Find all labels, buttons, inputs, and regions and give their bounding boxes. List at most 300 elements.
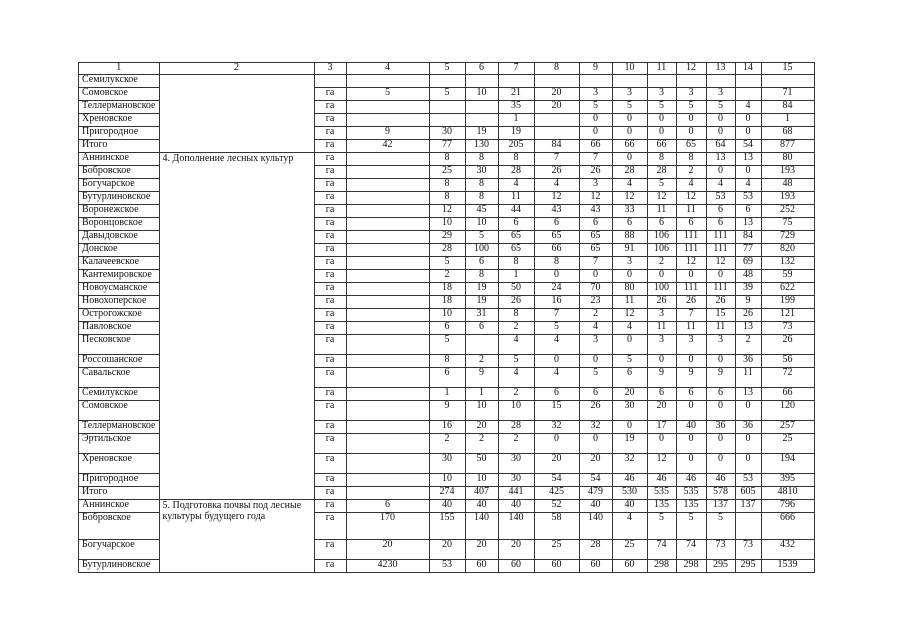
value-cell: 8	[534, 257, 579, 270]
value-cell: 30	[498, 474, 534, 487]
value-cell: 13	[735, 218, 761, 231]
value-cell: 53	[735, 192, 761, 205]
value-cell: 622	[761, 283, 814, 296]
value-cell: 28	[498, 421, 534, 434]
value-cell: 7	[579, 257, 612, 270]
value-cell: 18	[429, 296, 465, 309]
value-cell: 23	[579, 296, 612, 309]
value-cell	[346, 153, 429, 166]
value-cell: 58	[534, 513, 579, 540]
value-cell: 2	[429, 270, 465, 283]
value-cell: 9	[735, 296, 761, 309]
unit-cell: га	[314, 513, 346, 540]
value-cell: 71	[761, 88, 814, 101]
value-cell: 666	[761, 513, 814, 540]
value-cell	[465, 75, 498, 88]
unit-cell: га	[314, 487, 346, 500]
value-cell: 4	[676, 179, 706, 192]
value-cell	[346, 101, 429, 114]
value-cell: 6	[429, 368, 465, 388]
value-cell: 2	[465, 355, 498, 368]
value-cell: 5	[429, 88, 465, 101]
value-cell	[346, 179, 429, 192]
value-cell: 15	[706, 309, 735, 322]
value-cell: 6	[612, 218, 647, 231]
value-cell	[706, 75, 735, 88]
value-cell: 7	[579, 153, 612, 166]
value-cell: 19	[465, 296, 498, 309]
value-cell: 135	[647, 500, 676, 513]
value-cell: 11	[647, 322, 676, 335]
value-cell: 10	[465, 401, 498, 421]
value-cell: 65	[498, 244, 534, 257]
value-cell: 60	[579, 560, 612, 573]
value-cell: 2	[429, 434, 465, 454]
unit-cell: га	[314, 140, 346, 153]
value-cell: 8	[465, 153, 498, 166]
value-cell: 0	[579, 127, 612, 140]
value-cell: 0	[612, 270, 647, 283]
column-number-header: 5	[429, 63, 465, 75]
value-cell: 0	[676, 401, 706, 421]
value-cell: 13	[706, 153, 735, 166]
unit-cell: га	[314, 296, 346, 309]
value-cell: 11	[612, 296, 647, 309]
value-cell: 60	[612, 560, 647, 573]
forestry-name-cell: Бутурлиновское	[79, 192, 160, 205]
value-cell: 15	[534, 401, 579, 421]
value-cell	[534, 127, 579, 140]
value-cell: 12	[534, 192, 579, 205]
value-cell: 30	[498, 454, 534, 474]
value-cell: 170	[346, 513, 429, 540]
value-cell: 0	[735, 401, 761, 421]
value-cell: 25	[429, 166, 465, 179]
value-cell: 6	[735, 205, 761, 218]
forestry-name-cell: Сомовское	[79, 88, 160, 101]
unit-cell: га	[314, 114, 346, 127]
value-cell	[346, 434, 429, 454]
value-cell: 30	[429, 454, 465, 474]
value-cell: 80	[612, 283, 647, 296]
value-cell: 40	[465, 500, 498, 513]
value-cell: 40	[498, 500, 534, 513]
value-cell: 0	[706, 166, 735, 179]
value-cell: 4	[579, 322, 612, 335]
value-cell: 0	[706, 454, 735, 474]
column-number-header: 15	[761, 63, 814, 75]
value-cell	[465, 114, 498, 127]
value-cell: 6	[647, 388, 676, 401]
value-cell: 66	[647, 140, 676, 153]
value-cell: 19	[465, 283, 498, 296]
value-cell: 25	[761, 434, 814, 454]
value-cell	[346, 166, 429, 179]
value-cell: 441	[498, 487, 534, 500]
value-cell: 8	[498, 153, 534, 166]
unit-cell: га	[314, 192, 346, 205]
value-cell: 16	[534, 296, 579, 309]
value-cell	[346, 421, 429, 434]
forestry-name-cell: Калачеевское	[79, 257, 160, 270]
forestry-name-cell: Семилукское	[79, 388, 160, 401]
value-cell: 8	[465, 179, 498, 192]
forestry-name-cell: Донское	[79, 244, 160, 257]
value-cell	[346, 487, 429, 500]
value-cell: 75	[761, 218, 814, 231]
value-cell: 0	[534, 355, 579, 368]
value-cell: 68	[761, 127, 814, 140]
unit-cell: га	[314, 88, 346, 101]
value-cell: 9	[465, 368, 498, 388]
unit-cell: га	[314, 368, 346, 388]
column-number-header: 10	[612, 63, 647, 75]
value-cell: 155	[429, 513, 465, 540]
value-cell: 425	[534, 487, 579, 500]
value-cell: 8	[429, 179, 465, 192]
value-cell: 0	[579, 114, 612, 127]
value-cell: 48	[735, 270, 761, 283]
value-cell: 3	[612, 257, 647, 270]
column-number-header: 8	[534, 63, 579, 75]
forestry-name-cell: Итого	[79, 140, 160, 153]
value-cell: 8	[429, 153, 465, 166]
value-cell: 6	[579, 218, 612, 231]
value-cell: 2	[465, 434, 498, 454]
value-cell: 46	[706, 474, 735, 487]
value-cell: 121	[761, 309, 814, 322]
value-cell: 140	[498, 513, 534, 540]
value-cell: 26	[676, 296, 706, 309]
value-cell: 877	[761, 140, 814, 153]
value-cell: 25	[612, 540, 647, 560]
value-cell	[735, 75, 761, 88]
value-cell: 6	[612, 368, 647, 388]
value-cell: 13	[735, 322, 761, 335]
forestry-name-cell: Бутурлиновское	[79, 560, 160, 573]
value-cell: 16	[429, 421, 465, 434]
value-cell: 820	[761, 244, 814, 257]
value-cell: 4	[706, 179, 735, 192]
value-cell: 11	[647, 205, 676, 218]
unit-cell: га	[314, 179, 346, 192]
forestry-name-cell: Сомовское	[79, 401, 160, 421]
column-number-header: 6	[465, 63, 498, 75]
value-cell: 0	[534, 434, 579, 454]
value-cell: 32	[534, 421, 579, 434]
value-cell: 5	[579, 368, 612, 388]
value-cell: 4810	[761, 487, 814, 500]
value-cell: 0	[579, 434, 612, 454]
value-cell: 66	[612, 140, 647, 153]
value-cell: 54	[579, 474, 612, 487]
value-cell: 28	[429, 244, 465, 257]
value-cell: 5	[429, 335, 465, 355]
value-cell	[346, 218, 429, 231]
value-cell: 0	[706, 127, 735, 140]
unit-cell: га	[314, 257, 346, 270]
value-cell: 0	[612, 421, 647, 434]
value-cell: 0	[706, 355, 735, 368]
value-cell: 8	[647, 153, 676, 166]
value-cell: 26	[534, 166, 579, 179]
value-cell: 3	[647, 88, 676, 101]
value-cell: 46	[676, 474, 706, 487]
value-cell	[429, 101, 465, 114]
value-cell: 30	[429, 127, 465, 140]
value-cell: 12	[647, 454, 676, 474]
value-cell: 44	[498, 205, 534, 218]
value-cell	[429, 75, 465, 88]
value-cell: 65	[676, 140, 706, 153]
unit-cell: га	[314, 540, 346, 560]
value-cell	[346, 401, 429, 421]
value-cell: 11	[676, 322, 706, 335]
value-cell: 9	[676, 368, 706, 388]
value-cell: 9	[706, 368, 735, 388]
activity-label-cell	[159, 75, 314, 153]
value-cell: 77	[429, 140, 465, 153]
value-cell: 111	[706, 231, 735, 244]
value-cell: 0	[735, 127, 761, 140]
value-cell: 535	[647, 487, 676, 500]
value-cell: 0	[612, 127, 647, 140]
value-cell: 3	[706, 335, 735, 355]
value-cell: 28	[647, 166, 676, 179]
value-cell: 6	[534, 388, 579, 401]
value-cell: 11	[706, 322, 735, 335]
unit-cell: га	[314, 244, 346, 257]
value-cell: 53	[429, 560, 465, 573]
value-cell: 54	[735, 140, 761, 153]
value-cell: 20	[465, 421, 498, 434]
value-cell: 60	[534, 560, 579, 573]
value-cell: 20	[534, 101, 579, 114]
value-cell: 80	[761, 153, 814, 166]
forestry-name-cell: Эртильское	[79, 434, 160, 454]
value-cell: 10	[429, 474, 465, 487]
value-cell: 36	[735, 421, 761, 434]
value-cell: 40	[579, 500, 612, 513]
value-cell: 6	[647, 218, 676, 231]
value-cell: 6	[676, 388, 706, 401]
value-cell: 10	[429, 218, 465, 231]
value-cell	[346, 388, 429, 401]
forestry-name-cell: Острогожское	[79, 309, 160, 322]
value-cell: 3	[706, 88, 735, 101]
value-cell: 12	[647, 192, 676, 205]
value-cell: 8	[676, 153, 706, 166]
unit-cell	[314, 75, 346, 88]
value-cell: 66	[579, 140, 612, 153]
value-cell: 0	[676, 434, 706, 454]
value-cell	[346, 231, 429, 244]
table-row	[79, 75, 815, 88]
value-cell: 20	[612, 388, 647, 401]
value-cell: 42	[346, 140, 429, 153]
forestry-name-cell: Семилукское	[79, 75, 160, 88]
value-cell: 26	[579, 401, 612, 421]
value-cell: 8	[429, 355, 465, 368]
value-cell	[498, 75, 534, 88]
value-cell: 12	[612, 309, 647, 322]
value-cell: 137	[706, 500, 735, 513]
value-cell: 2	[498, 434, 534, 454]
forestry-name-cell: Кантемировское	[79, 270, 160, 283]
value-cell: 1	[498, 270, 534, 283]
unit-cell: га	[314, 474, 346, 487]
value-cell: 40	[676, 421, 706, 434]
value-cell: 39	[735, 283, 761, 296]
value-cell: 205	[498, 140, 534, 153]
value-cell: 18	[429, 283, 465, 296]
value-cell: 11	[676, 205, 706, 218]
value-cell: 6	[706, 205, 735, 218]
value-cell: 12	[579, 192, 612, 205]
value-cell: 73	[706, 540, 735, 560]
value-cell: 0	[706, 270, 735, 283]
value-cell: 0	[706, 401, 735, 421]
value-cell: 52	[534, 500, 579, 513]
value-cell: 4230	[346, 560, 429, 573]
value-cell	[346, 454, 429, 474]
unit-cell: га	[314, 421, 346, 434]
value-cell: 8	[465, 192, 498, 205]
value-cell: 0	[534, 270, 579, 283]
forestry-name-cell: Россошанское	[79, 355, 160, 368]
value-cell: 8	[498, 257, 534, 270]
value-cell: 252	[761, 205, 814, 218]
value-cell: 46	[612, 474, 647, 487]
value-cell	[346, 192, 429, 205]
value-cell: 65	[579, 231, 612, 244]
value-cell: 4	[612, 322, 647, 335]
value-cell: 29	[429, 231, 465, 244]
value-cell: 65	[579, 244, 612, 257]
value-cell: 6	[706, 388, 735, 401]
table-row	[79, 500, 815, 513]
column-number-header: 11	[647, 63, 676, 75]
value-cell: 32	[579, 421, 612, 434]
value-cell: 6	[706, 218, 735, 231]
value-cell: 193	[761, 192, 814, 205]
value-cell: 36	[735, 355, 761, 368]
value-cell: 40	[612, 500, 647, 513]
forestry-name-cell: Хреновское	[79, 454, 160, 474]
value-cell	[676, 75, 706, 88]
value-cell: 43	[534, 205, 579, 218]
value-cell: 6	[676, 218, 706, 231]
value-cell: 45	[465, 205, 498, 218]
value-cell: 66	[534, 244, 579, 257]
value-cell: 26	[706, 296, 735, 309]
value-cell: 73	[761, 322, 814, 335]
value-cell: 729	[761, 231, 814, 244]
value-cell: 1	[761, 114, 814, 127]
value-cell: 2	[647, 257, 676, 270]
value-cell: 26	[498, 296, 534, 309]
unit-cell: га	[314, 231, 346, 244]
value-cell: 10	[429, 309, 465, 322]
value-cell: 407	[465, 487, 498, 500]
forestry-name-cell: Павловское	[79, 322, 160, 335]
value-cell: 3	[579, 179, 612, 192]
value-cell: 9	[346, 127, 429, 140]
value-cell: 12	[676, 192, 706, 205]
value-cell: 193	[761, 166, 814, 179]
value-cell: 40	[429, 500, 465, 513]
value-cell: 111	[706, 244, 735, 257]
unit-cell: га	[314, 355, 346, 368]
value-cell: 8	[465, 270, 498, 283]
value-cell: 13	[735, 388, 761, 401]
column-number-header: 3	[314, 63, 346, 75]
value-cell	[647, 75, 676, 88]
value-cell: 30	[612, 401, 647, 421]
value-cell: 60	[498, 560, 534, 573]
unit-cell: га	[314, 309, 346, 322]
column-number-header: 7	[498, 63, 534, 75]
value-cell: 5	[706, 513, 735, 540]
value-cell: 0	[735, 166, 761, 179]
table-row	[79, 153, 815, 166]
value-cell: 194	[761, 454, 814, 474]
value-cell	[346, 257, 429, 270]
value-cell: 7	[534, 309, 579, 322]
value-cell: 36	[706, 421, 735, 434]
value-cell: 35	[498, 101, 534, 114]
value-cell: 3	[579, 335, 612, 355]
value-cell: 33	[612, 205, 647, 218]
column-number-header: 14	[735, 63, 761, 75]
activity-label-cell: 4. Дополнение лесных культур	[159, 153, 314, 500]
value-cell: 3	[676, 88, 706, 101]
column-number-header: 2	[159, 63, 314, 75]
value-cell: 5	[465, 231, 498, 244]
value-cell: 0	[676, 114, 706, 127]
value-cell: 19	[498, 127, 534, 140]
value-cell: 530	[612, 487, 647, 500]
value-cell: 54	[534, 474, 579, 487]
value-cell: 13	[735, 153, 761, 166]
value-cell: 46	[647, 474, 676, 487]
value-cell	[761, 75, 814, 88]
value-cell: 28	[612, 166, 647, 179]
value-cell: 0	[579, 270, 612, 283]
unit-cell: га	[314, 205, 346, 218]
value-cell	[612, 75, 647, 88]
value-cell: 0	[579, 355, 612, 368]
value-cell: 6	[346, 500, 429, 513]
value-cell	[735, 513, 761, 540]
value-cell: 578	[706, 487, 735, 500]
value-cell	[346, 114, 429, 127]
forestry-name-cell: Бобровское	[79, 513, 160, 540]
column-number-header: 1	[79, 63, 160, 75]
value-cell: 10	[465, 218, 498, 231]
value-cell: 43	[579, 205, 612, 218]
unit-cell: га	[314, 153, 346, 166]
value-cell: 20	[534, 454, 579, 474]
value-cell: 796	[761, 500, 814, 513]
column-number-header: 9	[579, 63, 612, 75]
value-cell	[465, 335, 498, 355]
value-cell: 20	[534, 88, 579, 101]
forestry-name-cell: Бобровское	[79, 166, 160, 179]
value-cell: 84	[761, 101, 814, 114]
value-cell: 0	[676, 127, 706, 140]
value-cell: 0	[706, 114, 735, 127]
